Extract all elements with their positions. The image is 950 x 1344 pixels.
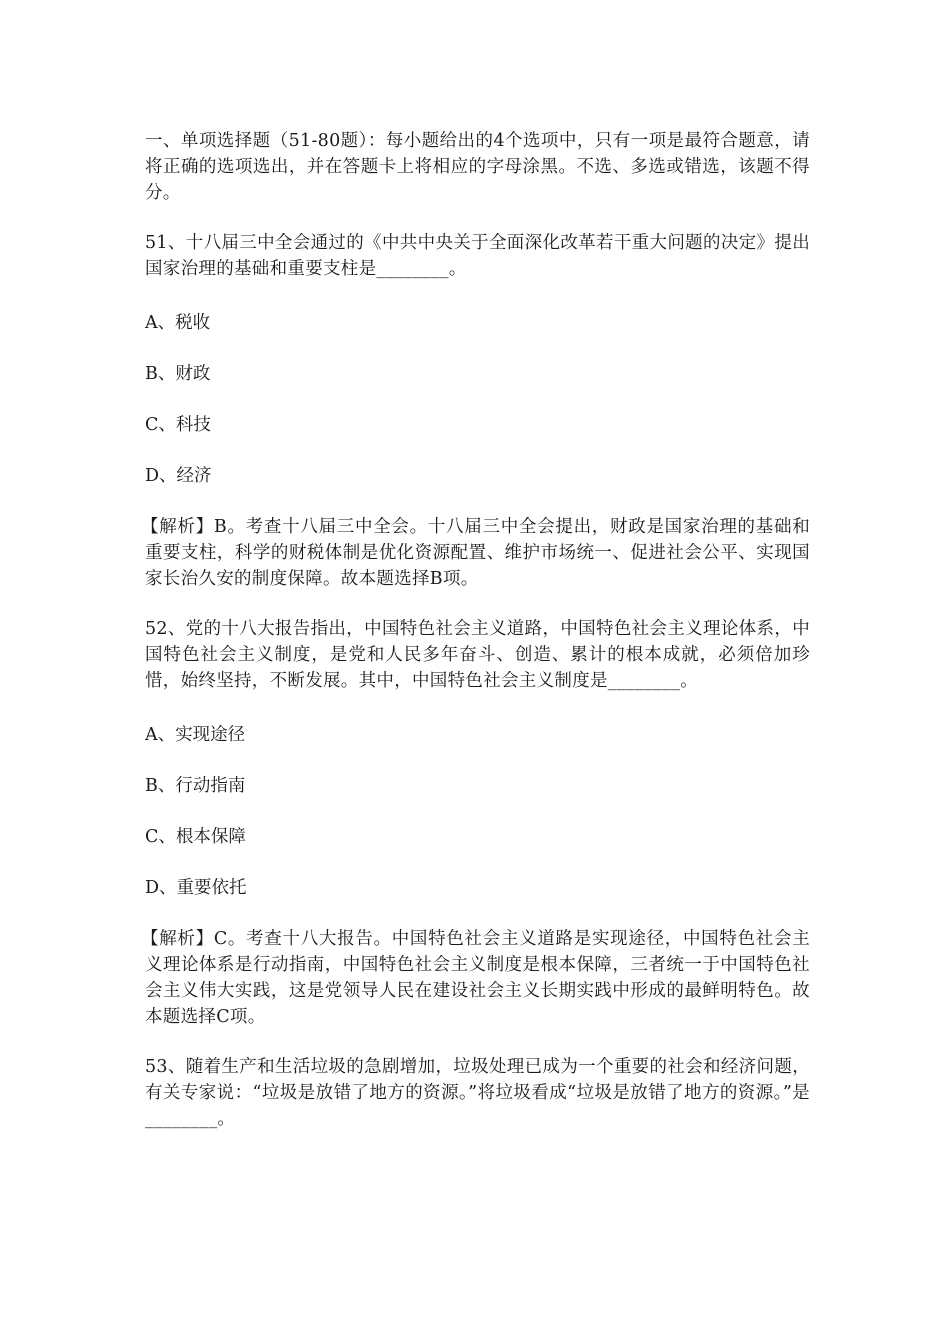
option-d: D、重要依托 (145, 878, 247, 898)
question-stem: 53、随着生产和生活垃圾的急剧增加，垃圾处理已成为一个重要的社会和经济问题，有关专家说：“垃圾是放错了地方的资源。”将垃圾看成“垃圾是放错了地方的资源。”是________。 (145, 1057, 810, 1129)
option-b: B、财政 (145, 364, 211, 384)
analysis-text: B。考查十八届三中全会。十八届三中全会提出，财政是国家治理的基础和重要支柱，科学的财税体制是优化资源配置、维护市场统一、促进社会公平、实现国家长治久安的制度保障。故本题选择B项。 (145, 517, 810, 589)
question-53 (145, 1054, 810, 1132)
document-page (141, 128, 810, 1160)
option-b: B、行动指南 (145, 776, 246, 796)
option-a: A、实现途径 (145, 725, 246, 745)
option-d: D、经济 (145, 466, 212, 486)
question-51 (141, 230, 810, 592)
question-stem: 51、十八届三中全会通过的《中共中央关于全面深化改革若干重大问题的决定》提出国家治理的基础和重要支柱是________。 (145, 233, 810, 279)
question-stem: 52、党的十八大报告指出，中国特色社会主义道路，中国特色社会主义理论体系，中国特色社会主义制度，是党和人民多年奋斗、创造、累计的根本成就，必须倍加珍惜，始终坚持，不断发展。其中，中国特色社会主义制度是________。 (145, 619, 810, 691)
analysis (141, 926, 810, 1030)
option-c: C、科技 (145, 415, 211, 435)
analysis (141, 514, 810, 592)
option-c: C、根本保障 (145, 827, 246, 847)
analysis-label: 【解析】 (141, 929, 214, 949)
analysis-text: C。考查十八大报告。中国特色社会主义道路是实现途径，中国特色社会主义理论体系是行动指南，中国特色社会主义制度是根本保障，三者统一于中国特色社会主义伟大实践，这是党领导人民在建设社会主义长期实践中形成的最鲜明特色。故本题选择C项。 (145, 929, 810, 1027)
option-a: A、税收 (145, 313, 211, 333)
question-52 (141, 616, 810, 1030)
analysis-label: 【解析】 (141, 517, 214, 537)
section-intro: 一、单项选择题（51-80题）：每小题给出的4个选项中，只有一项是最符合题意，请将正确的选项选出，并在答题卡上将相应的字母涂黑。不选、多选或错选，该题不得分。 (145, 131, 810, 203)
